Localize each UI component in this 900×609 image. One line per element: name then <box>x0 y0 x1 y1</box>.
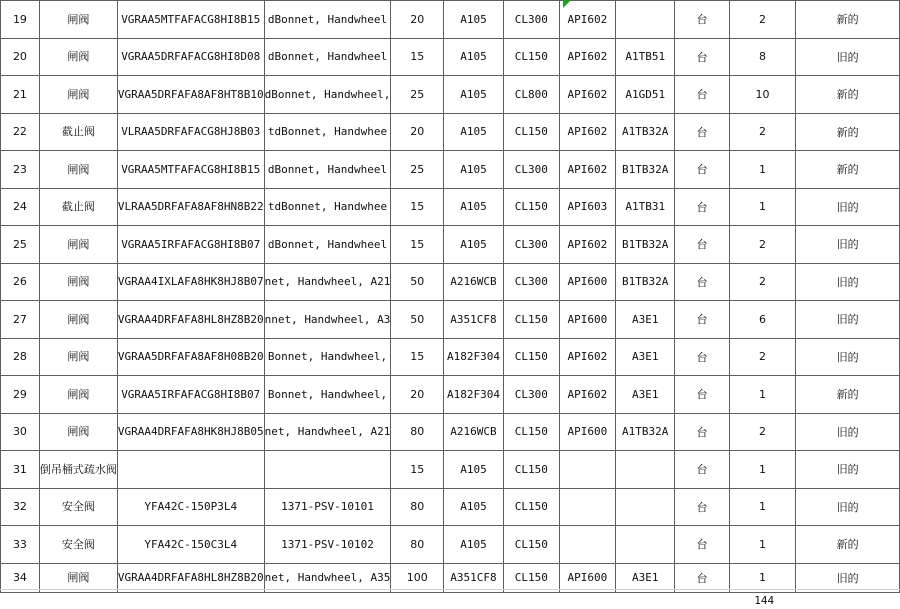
valve-standard-cell[interactable] <box>559 526 616 564</box>
valve-spec-cell[interactable]: net, Handwheel, A21 <box>264 263 391 301</box>
condition-cell[interactable]: 旧的 <box>796 563 900 592</box>
trim-code-cell[interactable] <box>616 1 675 39</box>
table-row <box>1 563 900 592</box>
row-number-cell[interactable]: 27 <box>1 301 40 339</box>
quantity-cell[interactable]: 10 <box>729 76 796 114</box>
row-number-cell[interactable]: 29 <box>1 376 40 414</box>
valve-code-cell[interactable]: YFA42C-150C3L4 <box>117 526 264 564</box>
valve-standard-cell[interactable]: API600 <box>559 263 616 301</box>
row-number-cell[interactable]: 28 <box>1 338 40 376</box>
valve-size-cell[interactable]: 15 <box>391 226 444 264</box>
valve-name-cell[interactable]: 安全阀 <box>39 488 117 526</box>
trim-code-cell[interactable]: A1TB32A <box>616 113 675 151</box>
total-row <box>1 592 900 609</box>
valve-material-cell[interactable]: A351CF8 <box>444 301 504 339</box>
valve-name-cell[interactable]: 闸阀 <box>39 38 117 76</box>
valve-material-cell[interactable]: A105 <box>444 1 504 39</box>
quantity-cell[interactable]: 1 <box>729 451 796 489</box>
unit-cell[interactable]: 台 <box>675 488 730 526</box>
table-row <box>1 488 900 526</box>
quantity-cell[interactable]: 8 <box>729 38 796 76</box>
valve-spec-cell[interactable]: net, Handwheel, A35 <box>264 563 391 592</box>
valve-code-cell[interactable]: VGRAA5IRFAFACG8HI8B07 <box>117 226 264 264</box>
valve-size-cell[interactable]: 25 <box>391 151 444 189</box>
quantity-cell[interactable]: 2 <box>729 338 796 376</box>
valve-code-cell[interactable]: VGRAA5MTFAFACG8HI8B15 <box>117 1 264 39</box>
valve-code-cell[interactable]: VGRAA4IXLAFA8HK8HJ8B07 <box>117 263 264 301</box>
table-body <box>1 1 900 609</box>
valve-name-cell[interactable]: 截止阀 <box>39 113 117 151</box>
valve-standard-cell[interactable]: API602 <box>559 226 616 264</box>
valve-material-cell[interactable]: A105 <box>444 38 504 76</box>
empty-cell <box>1 592 40 609</box>
valve-code-cell[interactable]: VGRAA5DRFAFA8AF8HT8B10 <box>117 76 264 114</box>
valve-code-cell[interactable]: VGRAA4DRFAFA8HL8HZ8B20 <box>117 301 264 339</box>
row-number-cell[interactable]: 22 <box>1 113 40 151</box>
table-row <box>1 188 900 226</box>
valve-material-cell[interactable]: A182F304 <box>444 338 504 376</box>
row-number-cell[interactable]: 20 <box>1 38 40 76</box>
quantity-cell[interactable]: 1 <box>729 376 796 414</box>
row-number-cell[interactable]: 24 <box>1 188 40 226</box>
table-row <box>1 526 900 564</box>
condition-cell[interactable]: 旧的 <box>796 451 900 489</box>
valve-material-cell[interactable]: A351CF8 <box>444 563 504 592</box>
condition-cell[interactable]: 新的 <box>796 76 900 114</box>
quantity-cell[interactable]: 2 <box>729 263 796 301</box>
valve-spec-cell[interactable]: tdBonnet, Handwhee <box>264 113 391 151</box>
valve-spec-cell[interactable]: net, Handwheel, A21 <box>264 413 391 451</box>
condition-cell[interactable]: 旧的 <box>796 413 900 451</box>
pressure-class-cell[interactable]: CL150 <box>503 301 559 339</box>
quantity-cell[interactable]: 1 <box>729 526 796 564</box>
trim-code-cell[interactable]: A1TB51 <box>616 38 675 76</box>
pressure-class-cell[interactable]: CL800 <box>503 76 559 114</box>
valve-spec-cell[interactable]: Bonnet, Handwheel, <box>264 338 391 376</box>
unit-cell[interactable]: 台 <box>675 338 730 376</box>
valve-size-cell[interactable]: 20 <box>391 113 444 151</box>
valve-size-cell[interactable]: 20 <box>391 1 444 39</box>
empty-cell <box>503 592 559 609</box>
valve-standard-cell[interactable] <box>559 488 616 526</box>
trim-code-cell[interactable]: A3E1 <box>616 376 675 414</box>
row-number-cell[interactable]: 19 <box>1 1 40 39</box>
valve-material-cell[interactable]: A105 <box>444 188 504 226</box>
unit-cell[interactable]: 台 <box>675 526 730 564</box>
quantity-cell[interactable]: 2 <box>729 413 796 451</box>
unit-cell[interactable]: 台 <box>675 188 730 226</box>
table-row <box>1 113 900 151</box>
unit-cell[interactable]: 台 <box>675 76 730 114</box>
valve-standard-cell[interactable]: API602 <box>559 338 616 376</box>
valve-standard-cell[interactable] <box>559 451 616 489</box>
valve-size-cell[interactable]: 25 <box>391 76 444 114</box>
pressure-class-cell[interactable]: CL300 <box>503 1 559 39</box>
table-row <box>1 76 900 114</box>
trim-code-cell[interactable]: A3E1 <box>616 301 675 339</box>
condition-cell[interactable]: 新的 <box>796 526 900 564</box>
valve-material-cell[interactable]: A182F304 <box>444 376 504 414</box>
table-row <box>1 1 900 39</box>
valve-code-cell[interactable]: VLRAA5DRFAFA8AF8HN8B22 <box>117 188 264 226</box>
valve-material-cell[interactable]: A216WCB <box>444 413 504 451</box>
valve-spec-cell[interactable]: dBonnet, Handwheel, <box>264 76 391 114</box>
pressure-class-cell[interactable]: CL150 <box>503 488 559 526</box>
table-row <box>1 263 900 301</box>
condition-cell[interactable]: 新的 <box>796 1 900 39</box>
valve-size-cell[interactable]: 50 <box>391 301 444 339</box>
unit-cell[interactable]: 台 <box>675 301 730 339</box>
table-row <box>1 451 900 489</box>
valve-standard-cell[interactable]: API602 <box>559 76 616 114</box>
pressure-class-cell[interactable]: CL150 <box>503 526 559 564</box>
condition-cell[interactable]: 旧的 <box>796 301 900 339</box>
pressure-class-cell[interactable]: CL300 <box>503 151 559 189</box>
trim-code-cell[interactable]: B1TB32A <box>616 151 675 189</box>
empty-cell <box>391 592 444 609</box>
valve-name-cell[interactable]: 闸阀 <box>39 151 117 189</box>
trim-code-cell[interactable] <box>616 488 675 526</box>
valve-code-cell[interactable]: VGRAA5DRFAFACG8HI8D08 <box>117 38 264 76</box>
empty-cell <box>444 592 504 609</box>
empty-cell <box>616 592 675 609</box>
quantity-cell[interactable]: 6 <box>729 301 796 339</box>
valve-standard-cell[interactable]: API602 <box>559 38 616 76</box>
condition-cell[interactable]: 旧的 <box>796 226 900 264</box>
valve-code-cell[interactable] <box>117 451 264 489</box>
empty-cell <box>559 592 616 609</box>
quantity-cell[interactable]: 1 <box>729 151 796 189</box>
unit-cell[interactable]: 台 <box>675 38 730 76</box>
quantity-cell[interactable]: 1 <box>729 488 796 526</box>
quantity-cell[interactable]: 2 <box>729 1 796 39</box>
condition-cell[interactable]: 旧的 <box>796 263 900 301</box>
valve-name-cell[interactable]: 安全阀 <box>39 526 117 564</box>
trim-code-cell[interactable]: A3E1 <box>616 563 675 592</box>
valve-name-cell[interactable]: 闸阀 <box>39 563 117 592</box>
pressure-class-cell[interactable]: CL300 <box>503 226 559 264</box>
valve-code-cell[interactable]: VGRAA4DRFAFA8HL8HZ8B20 <box>117 563 264 592</box>
valve-standard-cell[interactable]: API600 <box>559 301 616 339</box>
unit-cell[interactable]: 台 <box>675 263 730 301</box>
row-number-cell[interactable]: 33 <box>1 526 40 564</box>
quantity-cell[interactable]: 1 <box>729 188 796 226</box>
valve-name-cell[interactable]: 闸阀 <box>39 1 117 39</box>
unit-cell[interactable]: 台 <box>675 1 730 39</box>
valve-spec-cell[interactable]: 1371-PSV-10102 <box>264 526 391 564</box>
quantity-cell[interactable]: 1 <box>729 563 796 592</box>
valve-standard-cell[interactable]: API602 <box>559 376 616 414</box>
table-row <box>1 226 900 264</box>
trim-code-cell[interactable]: B1TB32A <box>616 263 675 301</box>
valve-name-cell[interactable]: 截止阀 <box>39 188 117 226</box>
valve-material-cell[interactable]: A105 <box>444 113 504 151</box>
valve-code-cell[interactable]: VLRAA5DRFAFACG8HJ8B03 <box>117 113 264 151</box>
unit-cell[interactable]: 台 <box>675 226 730 264</box>
empty-cell <box>117 592 264 609</box>
trim-code-cell[interactable]: A1GD51 <box>616 76 675 114</box>
valve-material-cell[interactable]: A105 <box>444 151 504 189</box>
pressure-class-cell[interactable]: CL150 <box>503 413 559 451</box>
valve-spec-cell[interactable] <box>264 451 391 489</box>
valve-size-cell[interactable]: 20 <box>391 376 444 414</box>
valve-size-cell[interactable]: 15 <box>391 338 444 376</box>
valve-spec-cell[interactable]: tdBonnet, Handwhee <box>264 188 391 226</box>
condition-cell[interactable]: 新的 <box>796 376 900 414</box>
trim-code-cell[interactable] <box>616 526 675 564</box>
valve-code-cell[interactable]: VGRAA5MTFAFACG8HI8B15 <box>117 151 264 189</box>
trim-code-cell[interactable]: A1TB32A <box>616 413 675 451</box>
valve-size-cell[interactable]: 50 <box>391 263 444 301</box>
valve-spec-cell[interactable]: dBonnet, Handwheel <box>264 1 391 39</box>
trim-code-cell[interactable]: B1TB32A <box>616 226 675 264</box>
condition-cell[interactable]: 旧的 <box>796 338 900 376</box>
valve-code-cell[interactable]: VGRAA4DRFAFA8HK8HJ8B05 <box>117 413 264 451</box>
valve-size-cell[interactable]: 80 <box>391 413 444 451</box>
condition-cell[interactable]: 旧的 <box>796 38 900 76</box>
quantity-cell[interactable]: 2 <box>729 226 796 264</box>
valve-spec-cell[interactable]: 1371-PSV-10101 <box>264 488 391 526</box>
valve-name-cell[interactable]: 闸阀 <box>39 338 117 376</box>
unit-cell[interactable]: 台 <box>675 413 730 451</box>
empty-cell <box>39 592 117 609</box>
valve-name-cell[interactable]: 闸阀 <box>39 413 117 451</box>
valve-material-cell[interactable]: A105 <box>444 526 504 564</box>
valve-standard-cell[interactable]: API602 <box>559 113 616 151</box>
pressure-class-cell[interactable]: CL150 <box>503 451 559 489</box>
quantity-cell[interactable]: 2 <box>729 113 796 151</box>
row-number-cell[interactable]: 25 <box>1 226 40 264</box>
valve-name-cell[interactable]: 闸阀 <box>39 263 117 301</box>
condition-cell[interactable]: 旧的 <box>796 188 900 226</box>
pressure-class-cell[interactable]: CL300 <box>503 376 559 414</box>
table-row <box>1 338 900 376</box>
valve-material-cell[interactable]: A105 <box>444 451 504 489</box>
empty-cell <box>264 592 391 609</box>
valve-code-cell[interactable]: VGRAA5DRFAFA8AF8H08B20 <box>117 338 264 376</box>
pressure-class-cell[interactable]: CL150 <box>503 563 559 592</box>
pressure-class-cell[interactable]: CL150 <box>503 188 559 226</box>
valve-spec-cell[interactable]: dBonnet, Handwheel <box>264 151 391 189</box>
valve-standard-cell[interactable]: API602 <box>559 151 616 189</box>
valve-name-cell[interactable]: 闸阀 <box>39 226 117 264</box>
valve-spec-cell[interactable]: dBonnet, Handwheel <box>264 226 391 264</box>
unit-cell[interactable]: 台 <box>675 113 730 151</box>
valve-size-cell[interactable]: 15 <box>391 451 444 489</box>
valve-name-cell[interactable]: 闸阀 <box>39 76 117 114</box>
trim-code-cell[interactable]: A1TB31 <box>616 188 675 226</box>
valve-size-cell[interactable]: 100 <box>391 563 444 592</box>
valve-material-cell[interactable]: A105 <box>444 488 504 526</box>
trim-code-cell[interactable]: A3E1 <box>616 338 675 376</box>
pressure-class-cell[interactable]: CL150 <box>503 113 559 151</box>
valve-standard-cell[interactable]: API603 <box>559 188 616 226</box>
valve-size-cell[interactable]: 15 <box>391 38 444 76</box>
row-number-cell[interactable]: 21 <box>1 76 40 114</box>
condition-cell[interactable]: 新的 <box>796 113 900 151</box>
pressure-class-cell[interactable]: CL300 <box>503 263 559 301</box>
row-number-cell[interactable]: 30 <box>1 413 40 451</box>
pressure-class-cell[interactable]: CL150 <box>503 38 559 76</box>
valve-material-cell[interactable]: A105 <box>444 226 504 264</box>
valve-material-cell[interactable]: A216WCB <box>444 263 504 301</box>
row-number-cell[interactable]: 26 <box>1 263 40 301</box>
table-row <box>1 376 900 414</box>
valve-standard-cell[interactable]: API600 <box>559 413 616 451</box>
table-row <box>1 301 900 339</box>
valve-name-cell[interactable]: 倒吊桶式疏水阀 <box>39 451 117 489</box>
valve-size-cell[interactable]: 15 <box>391 188 444 226</box>
valve-size-cell[interactable]: 80 <box>391 526 444 564</box>
valve-size-cell[interactable]: 80 <box>391 488 444 526</box>
valve-spec-cell[interactable]: nnet, Handwheel, A3 <box>264 301 391 339</box>
condition-cell[interactable]: 旧的 <box>796 488 900 526</box>
valve-spec-cell[interactable]: dBonnet, Handwheel <box>264 38 391 76</box>
cell-comment-marker <box>563 0 571 8</box>
grid-line <box>0 589 900 590</box>
row-number-cell[interactable]: 23 <box>1 151 40 189</box>
valve-standard-cell[interactable]: API600 <box>559 563 616 592</box>
table-row <box>1 413 900 451</box>
valve-name-cell[interactable]: 闸阀 <box>39 301 117 339</box>
valve-spec-cell[interactable]: Bonnet, Handwheel, <box>264 376 391 414</box>
condition-cell[interactable]: 新的 <box>796 151 900 189</box>
unit-cell[interactable]: 台 <box>675 451 730 489</box>
valve-name-cell[interactable]: 闸阀 <box>39 376 117 414</box>
row-number-cell[interactable]: 34 <box>1 563 40 592</box>
unit-cell[interactable]: 台 <box>675 151 730 189</box>
trim-code-cell[interactable] <box>616 451 675 489</box>
valve-material-cell[interactable]: A105 <box>444 76 504 114</box>
pressure-class-cell[interactable]: CL150 <box>503 338 559 376</box>
row-number-cell[interactable]: 31 <box>1 451 40 489</box>
valve-standard-cell[interactable]: API602 <box>559 1 616 39</box>
empty-cell <box>796 592 900 609</box>
valve-code-cell[interactable]: VGRAA5IRFAFACG8HI8B07 <box>117 376 264 414</box>
total-quantity: 144 <box>754 594 775 607</box>
row-number-cell[interactable]: 32 <box>1 488 40 526</box>
table-row <box>1 38 900 76</box>
table-row <box>1 151 900 189</box>
unit-cell[interactable]: 台 <box>675 563 730 592</box>
valve-code-cell[interactable]: YFA42C-150P3L4 <box>117 488 264 526</box>
empty-cell <box>675 592 730 609</box>
unit-cell[interactable]: 台 <box>675 376 730 414</box>
